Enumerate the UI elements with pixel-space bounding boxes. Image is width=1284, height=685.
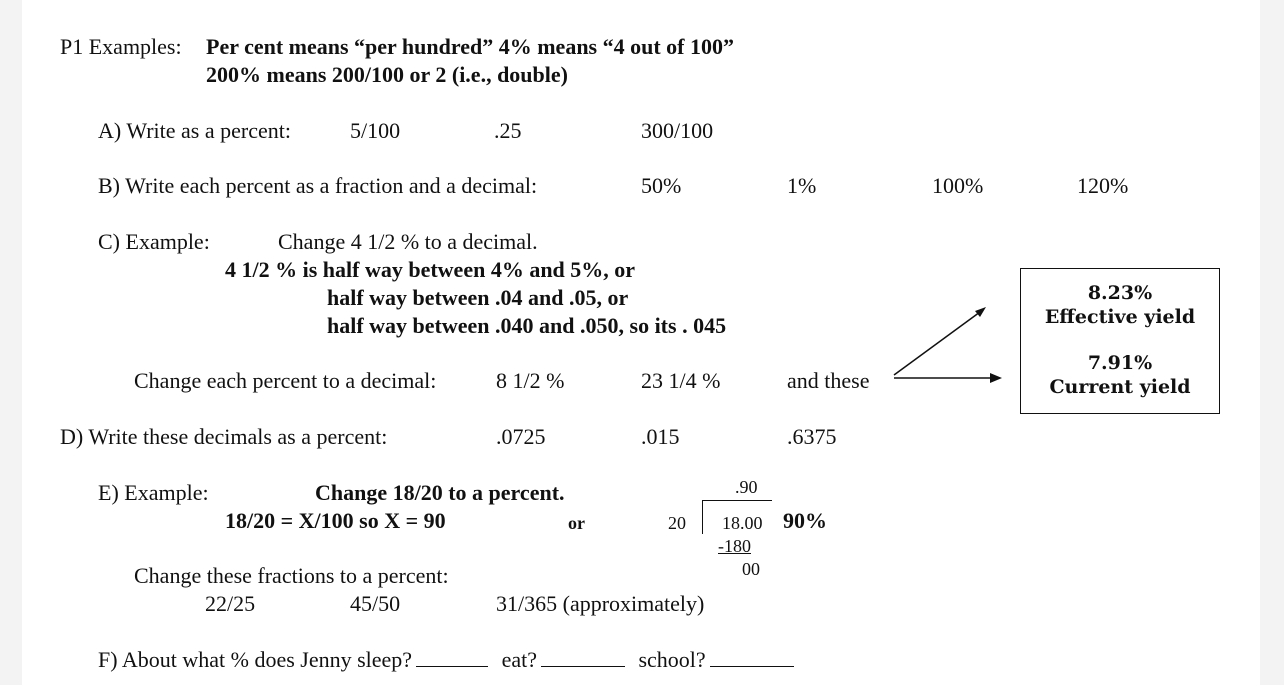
sleep-answer-blank[interactable] — [416, 648, 488, 667]
division-result: 90% — [783, 508, 827, 533]
division-quotient: .90 — [735, 477, 758, 497]
eat-answer-blank[interactable] — [541, 648, 625, 667]
yield-box — [1020, 268, 1220, 414]
section-e-item: 45/50 — [350, 591, 401, 616]
division-divisor: 20 — [668, 513, 686, 533]
and-these-label: and these — [787, 368, 870, 393]
division-subtract: -180 — [718, 536, 751, 556]
arrow-right-head — [990, 373, 1002, 383]
section-b-item: 120% — [1077, 173, 1129, 198]
section-c-label: C) Example: — [98, 229, 210, 254]
section-a-item: 5/100 — [350, 118, 401, 143]
section-c-item: 23 1/4 % — [641, 368, 721, 393]
section-c-explanation-3: half way between .040 and .050, so its . 045 — [327, 313, 727, 338]
section-b-prompt: B) Write each percent as a fraction and a decimal: — [98, 173, 538, 198]
school-label: school? — [638, 647, 706, 672]
section-f-line — [98, 647, 794, 673]
section-b-item: 1% — [787, 173, 817, 198]
p1-definition: Per cent means “per hundred” 4% means “4 out of 100” — [206, 34, 734, 59]
section-d-item: .015 — [641, 424, 680, 449]
section-a-item: 300/100 — [641, 118, 714, 143]
section-f-prompt: F) About what % does Jenny sleep? — [98, 647, 413, 672]
arrows-to-yield-box — [882, 300, 1022, 390]
worksheet-page — [22, 0, 1260, 685]
p1-label: P1 Examples: — [60, 34, 182, 59]
section-e-item: 31/365 (approximately) — [496, 591, 705, 616]
section-e-prompt: Change these fractions to a percent: — [134, 563, 449, 588]
section-e-or: or — [568, 513, 585, 533]
section-d-item: .0725 — [496, 424, 546, 449]
section-e-equation: 18/20 = X/100 so X = 90 — [225, 508, 446, 533]
effective-yield-label: Effective yield — [1044, 306, 1196, 328]
section-c-explanation-1: 4 1/2 % is half way between 4% and 5%, or — [225, 257, 636, 282]
school-answer-blank[interactable] — [710, 648, 794, 667]
section-d-prompt: D) Write these decimals as a percent: — [60, 424, 388, 449]
arrow-up-head — [975, 307, 986, 317]
section-a-item: .25 — [494, 118, 522, 143]
division-bracket — [702, 500, 703, 534]
section-e-item: 22/25 — [205, 591, 256, 616]
section-c-item: 8 1/2 % — [496, 368, 565, 393]
effective-yield-value: 8.23% — [1087, 282, 1153, 304]
section-b-item: 100% — [932, 173, 984, 198]
section-d-item: .6375 — [787, 424, 837, 449]
section-c-explanation-2: half way between .04 and .05, or — [327, 285, 629, 310]
section-c-prompt: Change each percent to a decimal: — [134, 368, 437, 393]
division-bar — [702, 500, 772, 501]
division-remainder: 00 — [742, 559, 760, 579]
p1-double-example: 200% means 200/100 or 2 (i.e., double) — [206, 62, 568, 87]
eat-label: eat? — [501, 647, 537, 672]
section-a-prompt: A) Write as a percent: — [98, 118, 291, 143]
section-c-instruction: Change 4 1/2 % to a decimal. — [278, 229, 538, 254]
current-yield-label: Current yield — [1049, 376, 1191, 398]
section-e-instruction: Change 18/20 to a percent. — [315, 480, 565, 505]
section-b-item: 50% — [641, 173, 682, 198]
current-yield-value: 7.91% — [1087, 352, 1153, 374]
section-e-label: E) Example: — [98, 480, 209, 505]
division-dividend: 18.00 — [722, 513, 763, 533]
